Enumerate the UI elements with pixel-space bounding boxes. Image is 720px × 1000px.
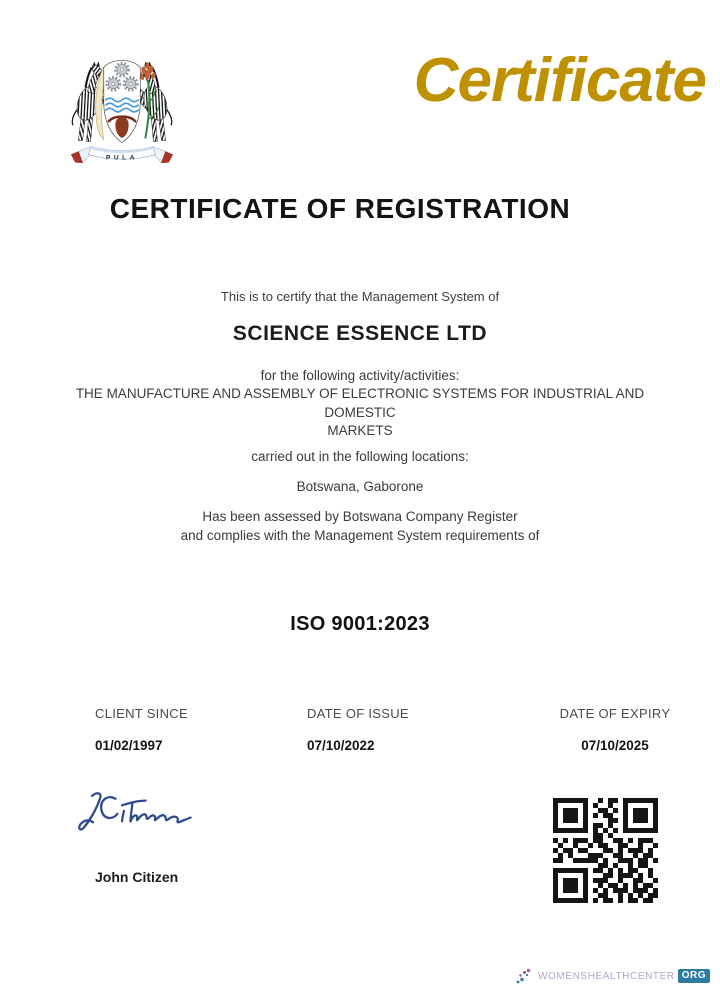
watermark	[515, 966, 710, 986]
certificate-script-title: Certificate	[413, 46, 706, 115]
activity-line: THE MANUFACTURE AND ASSEMBLY OF ELECTRONIC SYSTEMS FOR INDUSTRIAL AND	[75, 386, 645, 402]
iso-standard: ISO 9001:2023	[290, 613, 430, 635]
signature-scribble	[78, 786, 200, 834]
date-of-expiry-label: DATE OF EXPIRY	[559, 706, 671, 721]
date-of-issue-label: DATE OF ISSUE	[307, 706, 409, 721]
pula-banner	[71, 147, 172, 163]
assessed-block	[40, 508, 680, 545]
signatory-name: John Citizen	[95, 869, 179, 885]
client-since-column	[95, 706, 188, 753]
watermark-dots-icon	[515, 966, 535, 986]
watermark-org-badge[interactable]: ORG	[678, 969, 710, 983]
date-of-issue-column	[307, 706, 409, 753]
qr-module	[653, 898, 658, 903]
assessed-line: Has been assessed by Botswana Company Register	[202, 509, 518, 524]
company-name: SCIENCE ESSENCE LTD	[232, 322, 488, 345]
signature	[78, 786, 200, 834]
activity-line: DOMESTIC	[324, 404, 396, 420]
client-since-value: 01/02/1997	[95, 738, 163, 753]
certify-line: This is to certify that the Management System of	[220, 289, 500, 304]
client-since-label: CLIENT SINCE	[95, 706, 188, 721]
assessed-line: and complies with the Management System requirements of	[180, 527, 540, 543]
date-of-expiry-column	[540, 706, 690, 753]
activity-block	[40, 367, 680, 440]
botswana-coat-of-arms	[46, 38, 198, 170]
qr-code	[553, 798, 658, 903]
pula-motto-text: PULA	[105, 154, 139, 162]
coat-of-arms-graphic	[46, 38, 198, 170]
page-title: CERTIFICATE OF REGISTRATION	[109, 193, 571, 224]
locations-intro: carried out in the following locations:	[251, 449, 469, 464]
date-of-issue-value: 07/10/2022	[307, 738, 375, 753]
activity-line: MARKETS	[327, 422, 393, 438]
watermark-site-text: WOMENSHEALTHCENTER	[537, 970, 675, 982]
activity-intro: for the following activity/activities:	[260, 368, 460, 383]
location-line: Botswana, Gaborone	[296, 479, 424, 494]
date-of-expiry-value: 07/10/2025	[581, 738, 649, 753]
